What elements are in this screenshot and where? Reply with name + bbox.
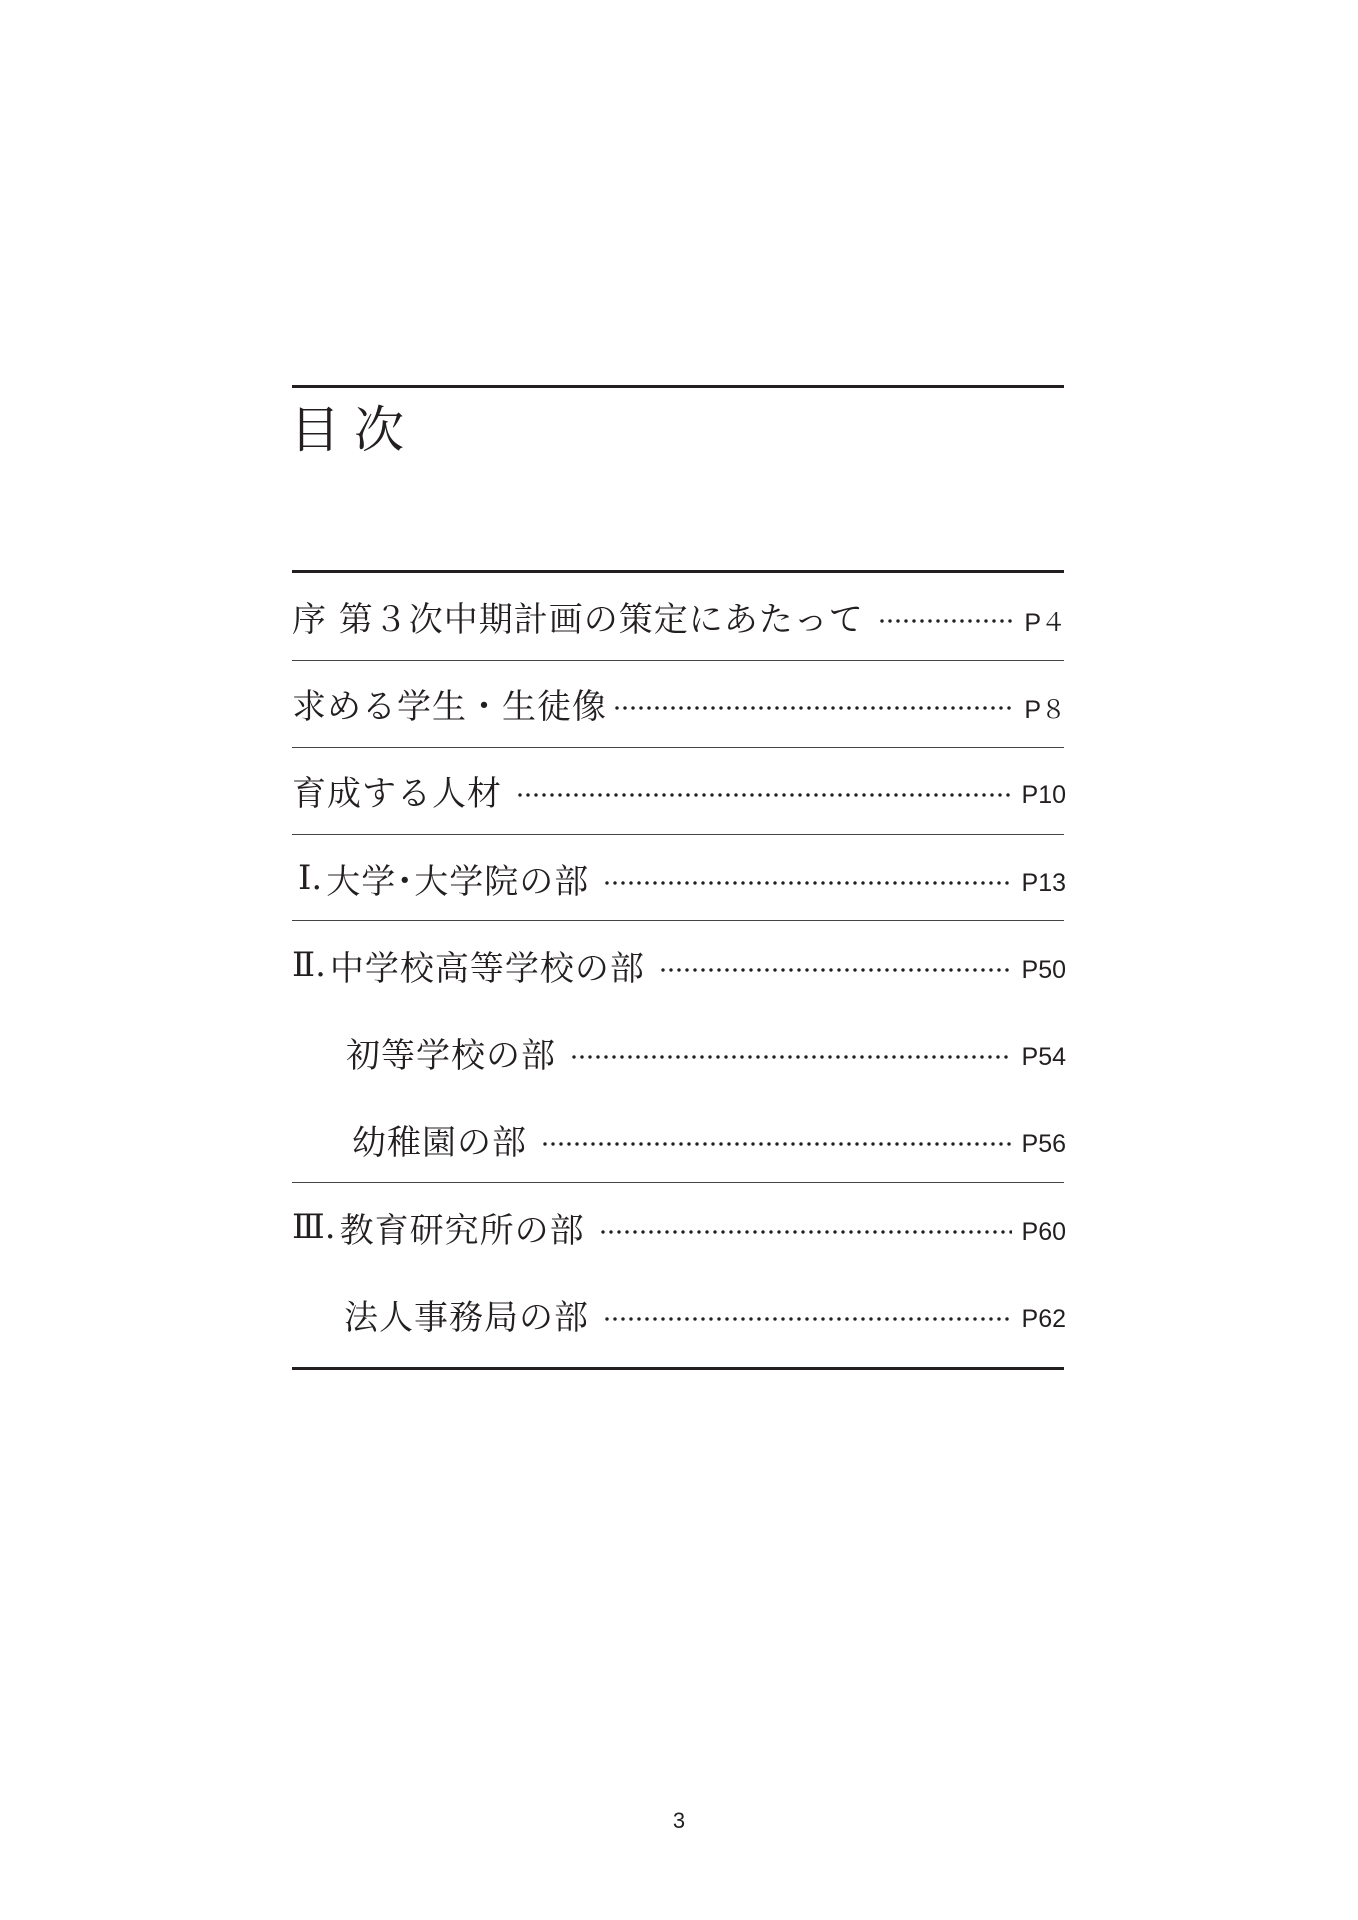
toc-divider: [292, 747, 1064, 748]
toc-entry-label: 求める学生・生徒像: [292, 686, 607, 727]
dot-leader: [613, 706, 1014, 710]
toc-divider: [292, 1182, 1064, 1183]
toc-entry-page: P62: [1021, 1304, 1066, 1333]
toc-entry-page: P50: [1021, 955, 1066, 984]
toc-top-rule: [292, 570, 1064, 573]
dot-leader: [541, 1142, 1012, 1146]
toc-divider: [292, 660, 1064, 661]
dot-leader: [878, 619, 1015, 623]
section-numeral: Ⅱ.: [292, 945, 326, 985]
toc-entry-desired-students[interactable]: [292, 678, 1066, 728]
toc-divider: [292, 834, 1064, 835]
toc-entry-junior-senior-high[interactable]: [292, 940, 1066, 990]
page-number: 3: [672, 1808, 686, 1833]
toc-divider: [292, 920, 1064, 921]
toc-entry-corporate-office[interactable]: [292, 1289, 1066, 1339]
dot-leader: [659, 968, 1012, 972]
page-title: 目次: [290, 401, 418, 459]
toc-entry-page: P54: [1021, 1042, 1066, 1071]
dot-leader: [570, 1055, 1012, 1059]
toc-entry-label: 幼稚園の部: [352, 1122, 527, 1163]
toc-entry-preface[interactable]: [292, 591, 1066, 641]
toc-entry-label: 中学校高等学校の部: [329, 948, 645, 989]
toc-entry-page: P56: [1021, 1129, 1066, 1158]
dot-leader: [603, 881, 1011, 885]
toc-entry-label: 大学･大学院の部: [326, 861, 590, 902]
section-numeral: Ⅰ.: [298, 858, 323, 898]
dot-leader: [516, 793, 1012, 797]
toc-entry-page: P60: [1021, 1217, 1066, 1246]
toc-entry-university[interactable]: [292, 853, 1066, 903]
title-top-rule: [292, 385, 1064, 388]
toc-entry-primary-school[interactable]: [292, 1027, 1066, 1077]
toc-entry-page: P10: [1021, 780, 1066, 809]
toc-entry-label: 初等学校の部: [346, 1035, 556, 1076]
toc-entry-page: P４: [1024, 609, 1066, 637]
toc-entry-page: P13: [1021, 868, 1066, 897]
toc-entry-label: 序 第３次中期計画の策定にあたって: [292, 599, 864, 640]
toc-entry-label: 教育研究所の部: [339, 1210, 585, 1251]
section-numeral: Ⅲ.: [292, 1207, 336, 1247]
dot-leader: [603, 1317, 1012, 1321]
dot-leader: [599, 1230, 1012, 1234]
toc-entry-talent[interactable]: [292, 765, 1066, 815]
toc-entry-education-research[interactable]: [292, 1202, 1066, 1252]
toc-entry-page: P８: [1024, 696, 1066, 724]
toc-entry-kindergarten[interactable]: [292, 1114, 1066, 1164]
toc-bottom-rule: [292, 1367, 1064, 1370]
toc-entry-label: 育成する人材: [292, 773, 502, 814]
toc-entry-label: 法人事務局の部: [344, 1297, 589, 1338]
